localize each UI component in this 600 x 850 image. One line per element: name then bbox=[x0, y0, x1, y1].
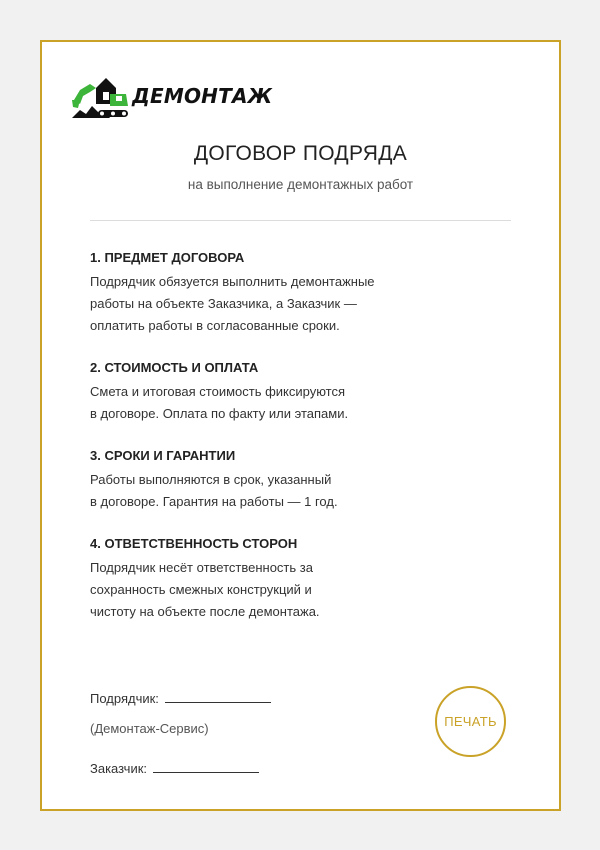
contract-sheet bbox=[40, 40, 561, 811]
section-line: Смета и итоговая стоимость фиксируются bbox=[90, 384, 346, 399]
contractor-label: Подрядчик: bbox=[90, 691, 159, 706]
document-subtitle: на выполнение демонтажных работ bbox=[187, 177, 414, 192]
section-terms bbox=[90, 447, 450, 513]
stamp-label: ПЕЧАТЬ bbox=[444, 714, 497, 729]
section-line: в договоре. Гарантия на работы — 1 год. bbox=[90, 494, 338, 509]
customer-signature-field[interactable] bbox=[153, 761, 259, 773]
section-title: 2. СТОИМОСТЬ И ОПЛАТА bbox=[90, 360, 259, 375]
section-liability bbox=[90, 535, 450, 623]
section-title: 4. ОТВЕТСТВЕННОСТЬ СТОРОН bbox=[90, 536, 298, 551]
section-line: сохранность смежных конструкций и bbox=[90, 582, 312, 597]
logo-text: ДЕМОНТАЖ bbox=[132, 84, 273, 108]
section-line: Работы выполняются в срок, указанный bbox=[90, 472, 332, 487]
contractor-signature bbox=[90, 691, 271, 706]
customer-label: Заказчик: bbox=[90, 761, 148, 776]
section-line: работы на объекте Заказчика, а Заказчик — bbox=[90, 296, 357, 311]
section-subject bbox=[90, 249, 450, 337]
section-line: чистоту на объекте после демонтажа. bbox=[90, 604, 320, 619]
section-line: Подрядчик несёт ответственность за bbox=[90, 560, 313, 575]
section-payment bbox=[90, 359, 450, 425]
contractor-note: (Демонтаж-Сервис) bbox=[90, 721, 209, 736]
section-title: 3. СРОКИ И ГАРАНТИИ bbox=[90, 448, 236, 463]
stamp-placeholder bbox=[435, 686, 506, 757]
section-title: 1. ПРЕДМЕТ ДОГОВОРА bbox=[90, 250, 245, 265]
excavator-house-icon bbox=[70, 70, 130, 122]
contractor-signature-field[interactable] bbox=[165, 691, 271, 703]
company-logo bbox=[70, 70, 273, 122]
section-line: в договоре. Оплата по факту или этапами. bbox=[90, 406, 349, 421]
section-line: оплатить работы в согласованные сроки. bbox=[90, 318, 340, 333]
customer-signature bbox=[90, 761, 259, 776]
header-divider bbox=[90, 220, 511, 221]
document-title: ДОГОВОР ПОДРЯДА bbox=[193, 142, 408, 165]
section-line: Подрядчик обязуется выполнить демонтажные bbox=[90, 274, 375, 289]
